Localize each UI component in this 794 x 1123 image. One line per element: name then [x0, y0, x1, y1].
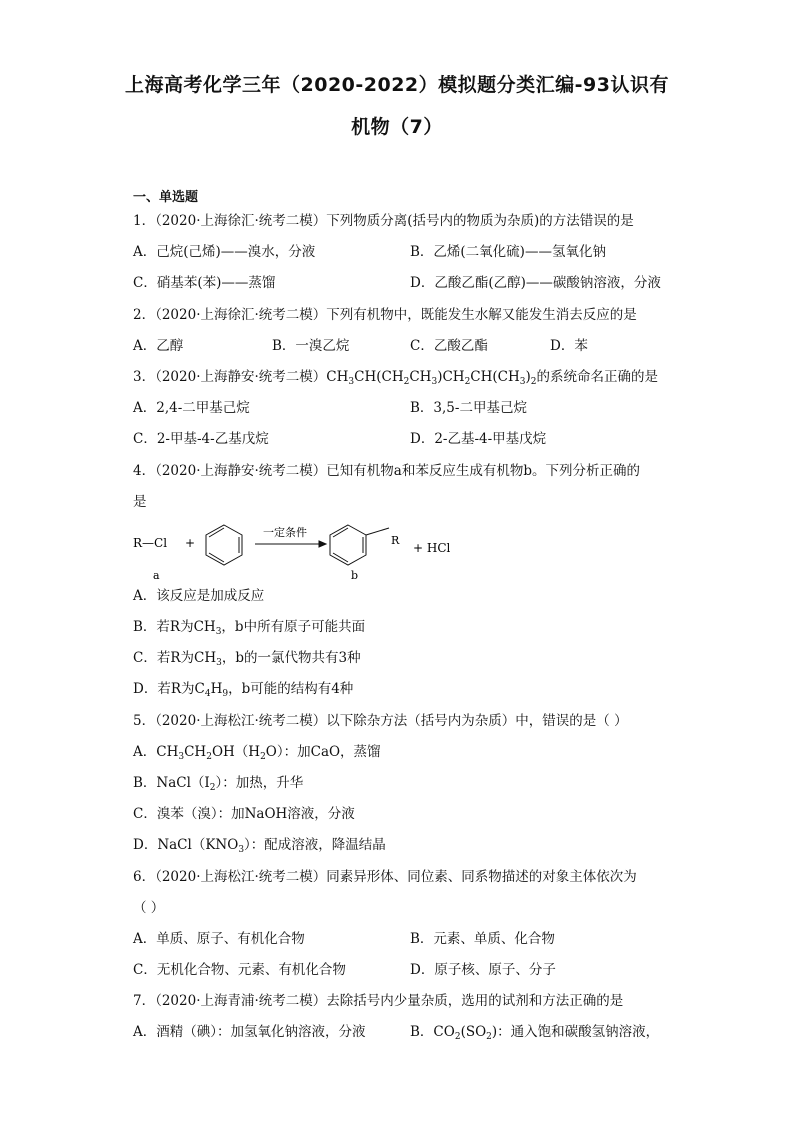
- question-2-option-d: D．苯: [550, 338, 588, 354]
- question-3-option-a: A．2,4-二甲基己烷: [133, 400, 250, 416]
- question-5-option-c: C．溴苯（溴）：加NaOH溶液，分液: [133, 806, 355, 822]
- reactant-a-label: R—Cl: [133, 536, 168, 550]
- reaction-scheme: [133, 524, 493, 584]
- product-hcl: + HCl: [413, 541, 451, 555]
- question-3-option-c: C．2-甲基-4-乙基戊烷: [133, 431, 269, 447]
- label-b: b: [351, 569, 359, 582]
- question-1-option-c: C．硝基苯(苯)——蒸馏: [133, 275, 276, 291]
- section-heading: 一、单选题: [133, 190, 199, 205]
- substituent-r: R: [391, 534, 400, 547]
- question-1-option-b: B．乙烯(二氧化硫)——氢氧化钠: [410, 244, 606, 260]
- question-7-stem: 7．（2020·上海青浦·统考二模）去除括号内少量杂质，选用的试剂和方法正确的是: [133, 993, 624, 1009]
- reaction-arrow-icon: [255, 541, 326, 547]
- question-1-option-a: A．己烷(己烯)——溴水，分液: [133, 244, 316, 260]
- substituted-benzene-icon: [330, 525, 389, 565]
- question-2-option-c: C．乙酸乙酯: [410, 338, 488, 354]
- question-1-stem: 1．（2020·上海徐汇·统考二模）下列物质分离(括号内的物质为杂质)的方法错误的是: [133, 213, 634, 229]
- benzene-ring-icon: [206, 525, 242, 565]
- question-2-option-a: A．乙醇: [133, 338, 184, 354]
- question-4-stem-line1: 4．（2020·上海静安·统考二模）已知有机物a和苯反应生成有机物b。下列分析正确的: [133, 463, 640, 479]
- question-6-option-b: B．元素、单质、化合物: [410, 931, 555, 947]
- question-5-stem: 5．（2020·上海松江·统考二模）以下除杂方法（括号内为杂质）中，错误的是（ ）: [133, 713, 628, 729]
- question-4-option-b: B．若R为$CH_3$，b中所有原子可能共面: [133, 619, 366, 637]
- question-3-stem: 3．（2020·上海静安·统考二模）$CH_3CH(CH_2CH_3)CH_2CH(CH_3)_2$的系统命名正确的是: [133, 369, 659, 387]
- question-6-option-a: A．单质、原子、有机化合物: [133, 931, 305, 947]
- question-4-option-a: A．该反应是加成反应: [133, 588, 265, 604]
- question-3-option-b: B．3,5-二甲基己烷: [410, 400, 527, 416]
- reaction-condition: 一定条件: [263, 526, 307, 539]
- question-2-option-b: B．一溴乙烷: [272, 338, 350, 354]
- question-4-stem-line2: 是: [133, 494, 147, 510]
- question-4-option-d: D．若R为$C_4H_9$，b可能的结构有4种: [133, 681, 354, 699]
- document-title-line2: 机物（7）: [351, 116, 443, 138]
- question-4-option-c: C．若R为$CH_3$，b的一氯代物共有3种: [133, 650, 361, 668]
- question-5-option-b: B．$NaCl(I_2)$：加热，升华: [133, 775, 304, 793]
- question-7-option-a: A．酒精（碘）：加氢氧化钠溶液，分液: [133, 1024, 366, 1040]
- question-7-option-b: B．$CO_2(SO_2)$：通入饱和碳酸氢钠溶液，: [410, 1024, 660, 1042]
- question-6-stem-line2: （ ）: [133, 900, 165, 916]
- question-6-option-c: C．无机化合物、元素、有机化合物: [133, 962, 346, 978]
- question-1-option-d: D．乙酸乙酯(乙醇)——碳酸钠溶液，分液: [410, 275, 661, 291]
- question-5-option-d: D．$NaCl(KNO_3)$：配成溶液，降温结晶: [133, 837, 386, 855]
- question-6-option-d: D．原子核、原子、分子: [410, 962, 556, 978]
- document-title-line1: 上海高考化学三年（2020-2022）模拟题分类汇编-93认识有: [125, 74, 669, 96]
- label-a: a: [153, 569, 160, 582]
- question-6-stem-line1: 6．（2020·上海松江·统考二模）同素异形体、同位素、同系物描述的对象主体依次为: [133, 869, 637, 885]
- question-2-stem: 2．（2020·上海徐汇·统考二模）下列有机物中，既能发生水解又能发生消去反应的是: [133, 307, 637, 323]
- question-5-option-a: A．$CH_3CH_2OH(H_2O)$：加CaO，蒸馏: [133, 744, 381, 762]
- plus-sign: +: [185, 536, 196, 550]
- question-3-option-d: D．2-乙基-4-甲基戊烷: [410, 431, 547, 447]
